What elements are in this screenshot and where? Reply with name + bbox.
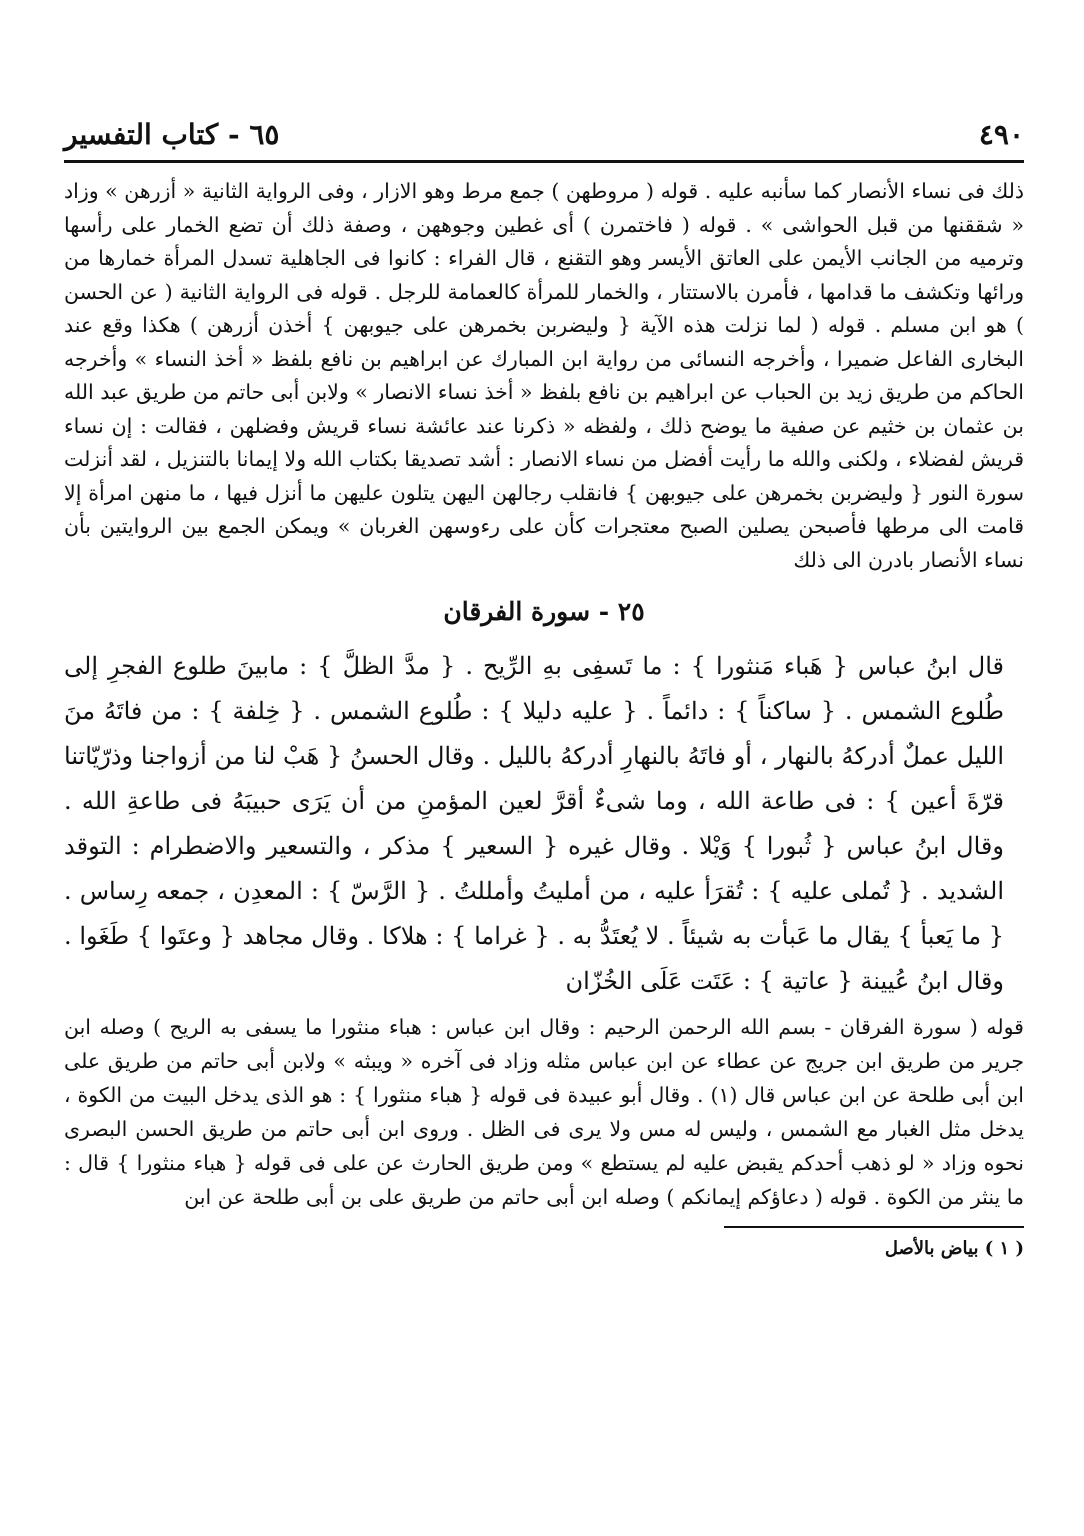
chapter-heading: ٢٥ - سورة الفرقان [443,597,645,626]
commentary-block-upper [64,175,1024,577]
paragraph: قوله ( سورة الفرقان - بسم الله الرحمن الرحيم : وقال ابن عباس : هباء منثورا ما يسفى به الريح ) وصله ابن جرير من طريق ابن جريج عن عطاء عن ابن عباس مثله وزاد فى آخره « ويبثه » ولابن أبى حاتم من طريق على ابن أبى طلحة عن ابن عباس قال (١) . وقال أبو عبيدة فى قوله { هباء منثورا } : هو الذى يدخل البيت من الكوة ، يدخل مثل الغبار مع الشمس ، وليس له مس ولا يرى فى الظل . وروى ابن أبى حاتم من طريق الحسن البصرى نحوه وزاد « لو ذهب أحدكم يقبض عليه لم يستطع » ومن طريق الحارث عن على فى قوله { هباء منثورا } قال : ما ينثر من الكوة . قوله ( دعاؤكم إيمانكم ) وصله ابن أبى حاتم من طريق على بن أبى طلحة عن ابن [64,1015,1025,1209]
paragraph: ذلك فى نساء الأنصار كما سأنبه عليه . قوله ( مروطهن ) جمع مرط وهو الازار ، وفى الرواية الثانية « أزرهن » وزاد « شققنها من قبل الحواشى » . قوله ( فاختمرن ) أى غطين وجوههن ، وصفة ذلك أن تضع الخمار على رأسها وترميه من الجانب الأيمن على العاتق الأيسر وهو التقنع ، قال الفراء : كانوا فى الجاهلية تسدل المرأة خمارها من ورائها وتكشف ما قدامها ، فأمرن بالاستتار ، والخمار للمرأة كالعمامة للرجل . قوله فى الرواية الثانية ( عن الحسن ) هو ابن مسلم . قوله ( لما نزلت هذه الآية { وليضربن بخمرهن على جيوبهن } أخذن أزرهن ) هكذا وقع عند البخارى الفاعل ضميرا ، وأخرجه النسائى من رواية ابن المبارك عن ابراهيم بن نافع بلفظ « أخذ النساء » وأخرجه الحاكم من طريق زيد بن الحباب عن ابراهيم بن نافع بلفظ « أخذ نساء الانصار » ولابن أبى حاتم من طريق عبد الله بن عثمان بن خثيم عن صفية ما يوضح ذلك ، ولفظه « ذكرنا عند عائشة نساء قريش وفضلهن ، فقالت : إن نساء قريش لفضلاء ، ولكنى والله ما رأيت أفضل من نساء الانصار : أشد تصديقا بكتاب الله ولا إيمانا بالتنزيل ، لقد أنزلت سورة النور { وليضربن بخمرهن على جيوبهن } فانقلب رجالهن اليهن يتلون عليهن ما أنزل فيها ، ما منهن امرأة إلا قامت الى مرطها فأصبحن يصلين الصبح معتجرات كأن على رءوسهن الغربان » ويمكن الجمع بين الروايتين بأن نساء الأنصار بادرن الى ذلك [64,179,1024,572]
commentary-block-lower [64,1010,1024,1214]
page-header [64,116,1024,163]
main-text-block [64,644,1024,1004]
footnote: ( ١ ) بياض بالأصل [884,1238,1024,1259]
running-title: ٦٥ - كتاب التفسير [64,118,280,151]
paragraph: قال ابنُ عباس { هَباء مَنثورا } : ما تَسفِى بهِ الرِّيح . { مدَّ الظلَّ } : مابينَ طلوع الفجرِ إلى طُلوع الشمس . { ساكناً } : دائماً . { عليه دليلا } : طُلوع الشمس . { خِلفة } : من فاتَهُ منَ الليل عملٌ أدركهُ بالنهار ، أو فاتَهُ بالنهارِ أدركهُ بالليل . وقال الحسنُ { هَبْ لنا من أزواجنا وذرّيّاتنا قرّةَ أعين } : فى طاعة الله ، وما شىءٌ أقرَّ لعين المؤمنِ من أن يَرَى حبيبَهُ فى طاعةِ الله . وقال ابنُ عباس { ثُبورا } وَيْلا . وقال غيره { السعير } مذكر ، والتسعير والاضطرام : التوقد الشديد . { تُملى عليه } : تُقرَأ عليه ، من أمليتُ وأمللتُ . { الرَّسّ } : المعدِن ، جمعه رِساس . { ما يَعبأ } يقال ما عَبأت به شيئاً . لا يُعتَدُّ به . { غراما } : هلاكا . وقال مجاهد { وعتَوا } طَغَوا . وقال ابنُ عُيينة { عاتية } : عَتَت عَلَى الخُزّان [64,652,1005,995]
page-number: ٤٩٠ [978,118,1024,151]
footnote-divider [724,1226,1024,1228]
document-page [64,116,1024,1496]
